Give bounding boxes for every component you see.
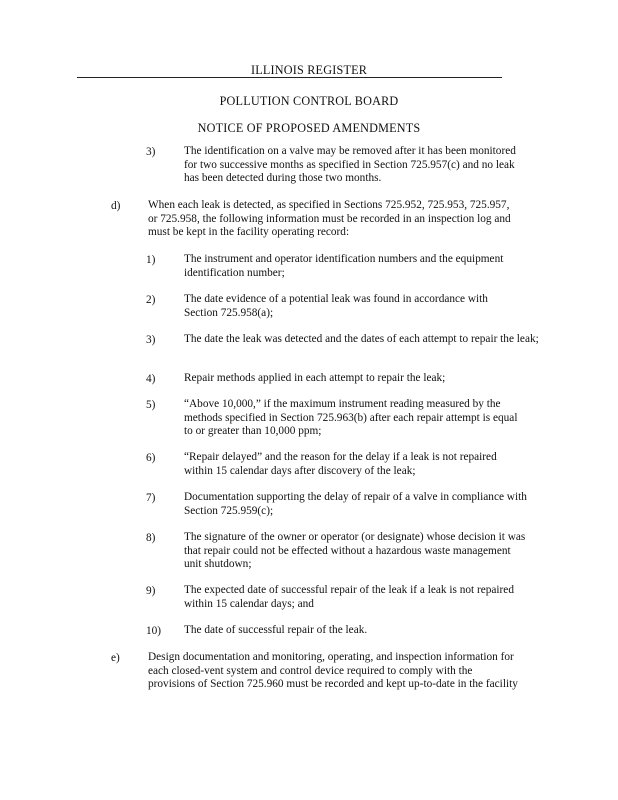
item-label: 1): [146, 254, 156, 266]
item-label: 5): [146, 399, 156, 411]
section-text: Design documentation and monitoring, operating, and inspection information for each closed-vent system and control device required to comply with the provisions of Section 725.960 must be recorded and kept up-to-date in the facility: [148, 651, 518, 690]
item-text: The expected date of successful repair of the leak if a leak is not repaired within 15 calendar days; and: [184, 584, 514, 610]
item-label: 6): [146, 452, 156, 464]
item-label: 3): [146, 334, 156, 346]
item-text: The instrument and operator identification numbers and the equipment identification number;: [184, 253, 504, 279]
item-text: “Repair delayed” and the reason for the delay if a leak is not repaired within 15 calendar days after discovery of the leak;: [184, 451, 497, 477]
section-label: e): [111, 652, 120, 664]
item-text: Documentation supporting the delay of repair of a valve in compliance with Section 725.959(c);: [184, 491, 527, 517]
item-text: “Above 10,000,” if the maximum instrument reading measured by the methods specified in Section 725.963(b) after each repair attempt is equal to or greater than 10,000 ppm;: [184, 398, 518, 437]
item-text: The date the leak was detected and the dates of each attempt to repair the leak;: [184, 333, 539, 345]
section-label: d): [111, 200, 121, 212]
item-text: Repair methods applied in each attempt to repair the leak;: [184, 372, 446, 384]
item-label: 4): [146, 373, 156, 385]
item-text: The identification on a valve may be removed after it has been monitored for two successive months as specified in Section 725.957(c) and no leak has been detected during those two months.: [184, 145, 516, 184]
header-rule: [77, 77, 502, 78]
item-label: 7): [146, 492, 156, 504]
item-label: 3): [146, 146, 156, 158]
item-label: 8): [146, 532, 156, 544]
item-text: The signature of the owner or operator (or designate) whose decision it was that repair could not be effected without a hazardous waste management unit shutdown;: [184, 531, 526, 570]
item-label: 2): [146, 294, 156, 306]
section-text: When each leak is detected, as specified in Sections 725.952, 725.953, 725.957, or 725.958, the following information must be recorded in an inspection log and must be kept in the facility operating record:: [148, 199, 511, 238]
notice-title: NOTICE OF PROPOSED AMENDMENTS: [197, 121, 421, 135]
item-text: The date evidence of a potential leak was found in accordance with Section 725.958(a);: [184, 293, 488, 319]
item-text: The date of successful repair of the leak.: [184, 624, 368, 636]
board-name: POLLUTION CONTROL BOARD: [219, 94, 399, 108]
item-label: 9): [146, 585, 156, 597]
item-label: 10): [146, 625, 162, 637]
register-title: ILLINOIS REGISTER: [250, 63, 368, 77]
